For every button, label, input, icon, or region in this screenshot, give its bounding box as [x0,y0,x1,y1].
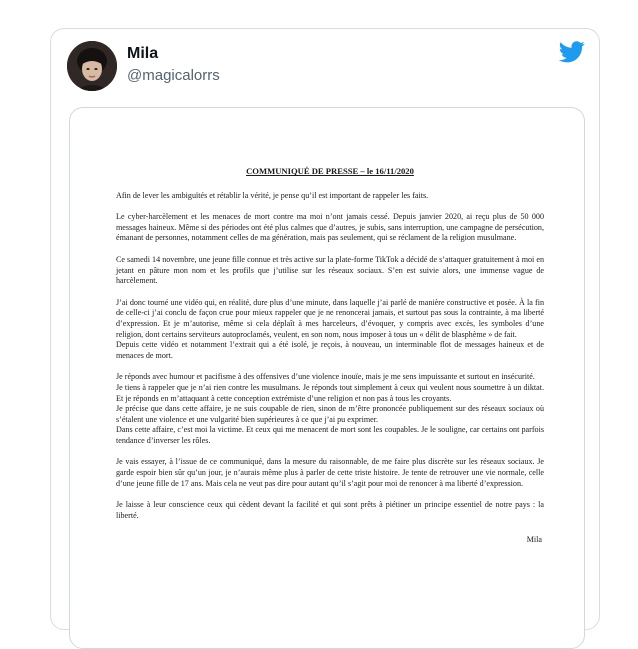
user-handle[interactable]: @magicalorrs [127,67,220,84]
twitter-bird-icon[interactable] [559,41,585,63]
document-paragraph-1: Afin de lever les ambiguïtés et rétablir la vérité, je pense qu’il est important de rappeler les faits. [116,190,429,200]
document-paragraph-5: Je réponds avec humour et pacifisme à des offensives d’une violence inouïe, mais je me sens impuissante et surtout en insécurité. Je tiens à rappeler que je n’ai rien contre les musulmans. Je réponds tout simplement à ceux qui veulent nous soumettre à un diktat. Et je réponds en m’attaquant à cette conception extrémiste d’une religion et non pas à tous les croyants. Je précise que dans cette affaire, je ne suis coupable de rien, sinon de m’être prononcée publiquement sur des réseaux sociaux où s’étalent une violence et une vulgarité bien supérieures à ce que j’ai pu exprimer. Dans cette affaire, c’est moi la victime. Et ceux qui me menacent de mort sont les coupables. Je le souligne, car certains ont parfois tendance d’inverser les rôles. [116,372,544,445]
tweet-card[interactable] [50,28,600,630]
document-paragraph-2: Le cyber-harcèlement et les menaces de mort contre ma moi n’ont jamais cessé. Depuis janvier 2020, ai reçu plus de 50 000 messages haineux. Même si des périodes ont été plus calmes que d’autres, je subis, sans interruption, une campagne de persécution, émanant de personnes, notamment celles de ma génération, mais pas seulement, qui se réclament de la religion musulmane. [116,212,544,243]
document-signature: Mila [526,535,542,545]
document-title: COMMUNIQUÉ DE PRESSE – le 16/11/2020 [246,166,414,176]
avatar-photo [67,41,117,91]
avatar[interactable] [67,41,117,91]
document-paragraph-7: Je laisse à leur conscience ceux qui cèdent devant la facilité et qui sont prêts à piétiner un principe essentiel de notre pays : la liberté. [116,500,544,520]
display-name[interactable]: Mila [127,45,159,62]
press-release-document [116,166,544,546]
document-paragraph-6: Je vais essayer, à l’issue de ce communiqué, dans la mesure du raisonnable, de me faire plus discrète sur les réseaux sociaux. Je garde espoir bien sûr qu’un jour, je n’aurais même plus à parler de cette triste histoire. Je tente de retrouver une vie normale, celle d’une jeune fille de 17 ans. Mais cela ne veut pas dire pour autant qu’il s’agit pour moi de renoncer à ma liberté d’expression. [116,457,544,488]
press-release-image[interactable] [69,107,585,649]
document-paragraph-4: J’ai donc tourné une vidéo qui, en réalité, dure plus d’une minute, dans laquelle j’ai parlé de manière constructive et posée. À la fin de celle-ci j’ai conclu de façon crue pour mieux rappeler que je ne renoncerai jamais, et surtout pas sous la contrainte, à ma liberté d’expression. Et je m’autorise, même si cela déplaît à mes harceleurs, d’évoquer, y compris avec excès, les symboles d’une religion, dont certains serviteurs autoproclamés, veulent, en son nom, nous imposer à tous un « délit de blasphème » de fait. Depuis cette vidéo et notamment l’extrait qui a été isolé, je reçois, à nouveau, un interminable flot de messages haineux et de menaces de mort. [116,297,544,360]
document-paragraph-3: Ce samedi 14 novembre, une jeune fille connue et très active sur la plate-forme TikTok a décidé de s’attaquer gratuitement à moi en jetant en pâture mon nom et les profils que j’utilise sur les réseaux sociaux. S’en est suivie alors, une immense vague de harcèlement. [116,254,544,286]
